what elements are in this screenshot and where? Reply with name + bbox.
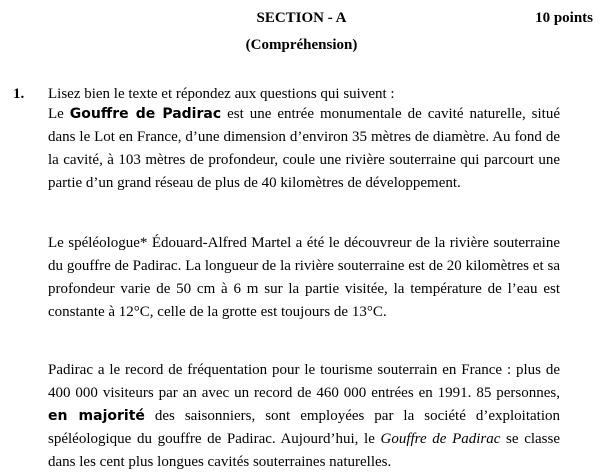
section-title: SECTION - A bbox=[256, 10, 347, 26]
paragraph-1 bbox=[48, 103, 560, 195]
paragraph-3-bold-term: en majorité bbox=[48, 408, 145, 424]
points-label: 10 points bbox=[535, 10, 593, 26]
section-subtitle: (Compréhension) bbox=[245, 37, 358, 53]
paragraph-3 bbox=[48, 359, 560, 474]
question-instruction: Lisez bien le texte et répondez aux questions qui suivent : bbox=[48, 86, 395, 102]
paragraph-1-bold-term: Gouffre de Padirac bbox=[69, 106, 222, 122]
paragraph-1-body: est une entrée monumentale de cavité naturelle, situé dans le Lot en France, d’une dimension d’environ 35 mètres de diamètre. Au fond de la cavité, à 103 mètres de profondeur, coule une rivière souterraine qui parcourt une partie d’un grand réseau de plus de 40 kilomètres de développement. bbox=[48, 106, 560, 191]
paragraph-3-part2: des saisonniers, sont employées par la société d’exploitation spéléologique du gouffre de Padirac. Aujourd’hui, le bbox=[48, 408, 560, 447]
paragraph-1-lead: Le bbox=[48, 106, 70, 122]
question-number: 1. bbox=[13, 86, 25, 102]
paragraph-3-part1: Padirac a le record de fréquentation pour le tourisme souterrain en France : plus de 400 000 visiteurs par an avec un record de 460 000 entrées en 1991. 85 personnes, bbox=[48, 362, 560, 401]
paragraph-2: Le spéléologue* Édouard-Alfred Martel a été le découvreur de la rivière souterraine du gouffre de Padirac. La longueur de la rivière souterraine est de 20 kilomètres et sa profondeur varie de 50 cm à 6 m sur la partie visitée, la température de l’eau est constante à 12°C, celle de la grotte est toujours de 13°C. bbox=[48, 235, 560, 320]
paragraph-3-part3: se classe dans les cent plus longues cavités souterraines naturelles. bbox=[48, 431, 561, 470]
paragraph-3-italic-term: Gouffre de Padirac bbox=[380, 431, 501, 447]
